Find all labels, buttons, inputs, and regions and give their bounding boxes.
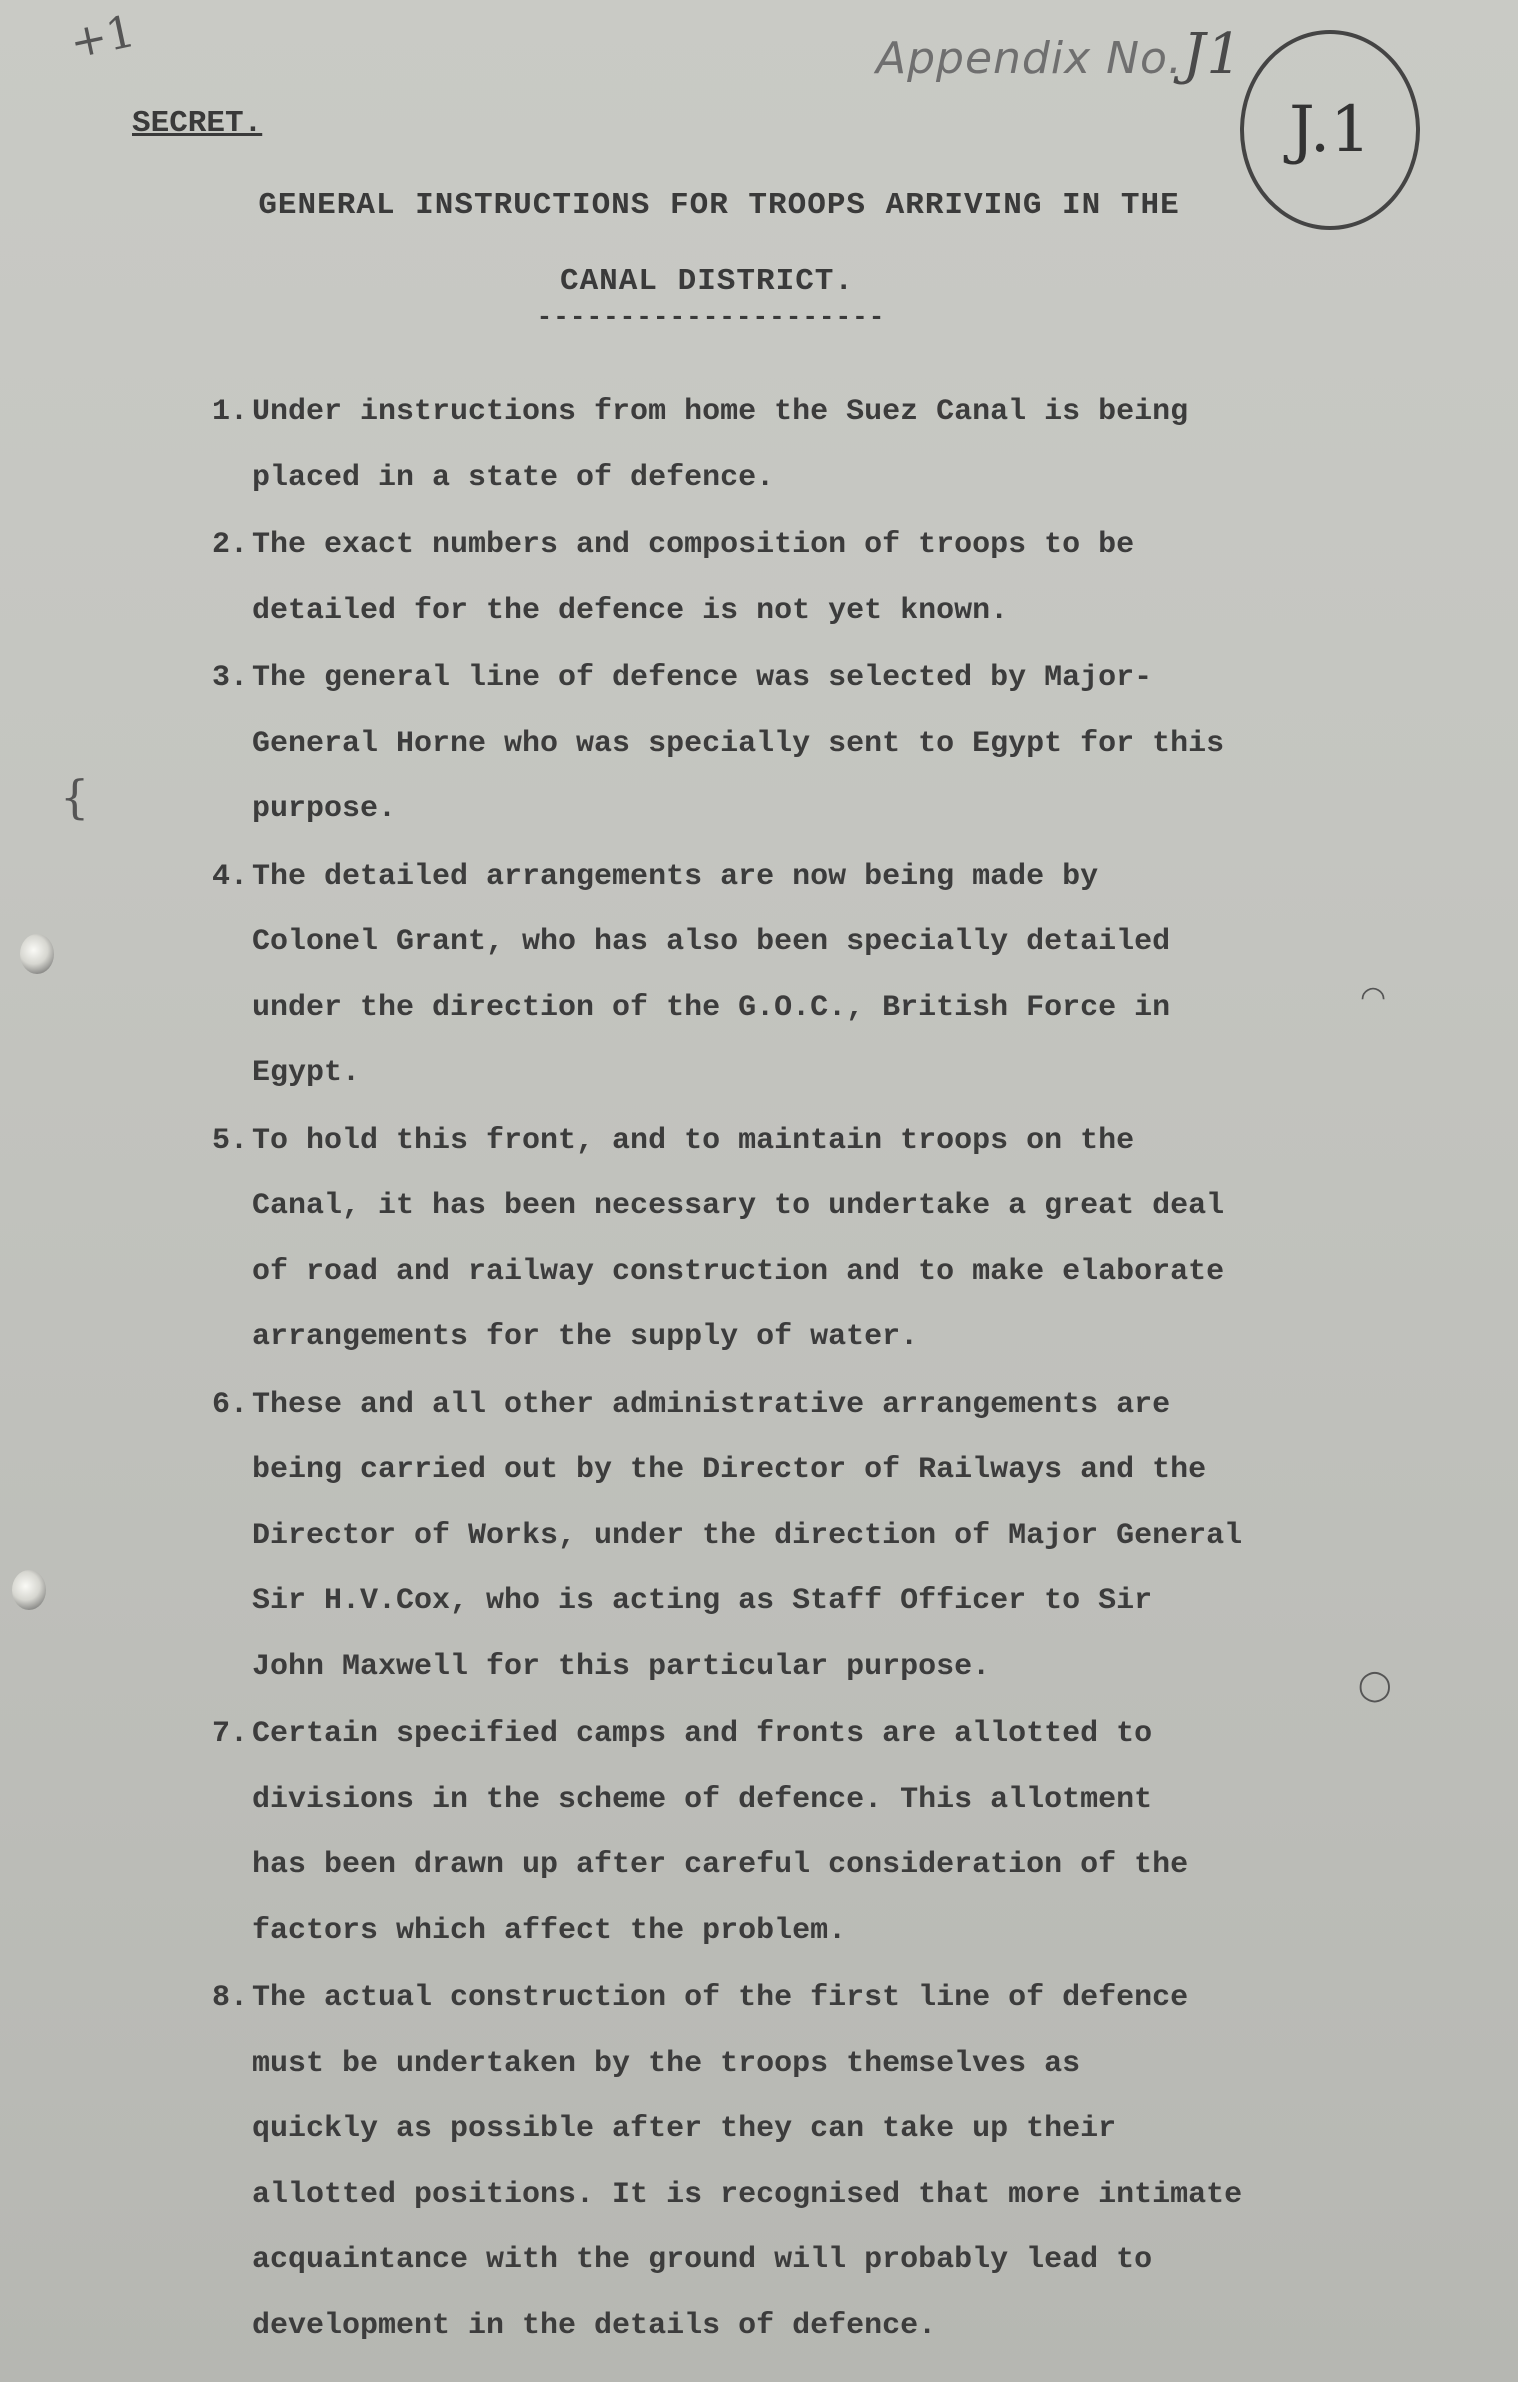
appendix-label bbox=[876, 22, 1243, 87]
paragraph bbox=[212, 1109, 1362, 1371]
margin-bracket-icon: { bbox=[60, 770, 90, 824]
paragraph-text: Under instructions from home the Suez Canal is being placed in a state of defence. bbox=[252, 395, 1189, 495]
document-title-line-2: CANAL DISTRICT. bbox=[559, 264, 855, 299]
appendix-number: J1 bbox=[1182, 22, 1243, 87]
paragraph-text: The exact numbers and composition of troops to be detailed for the defence is not yet known. bbox=[252, 528, 1135, 628]
punch-hole-icon bbox=[20, 934, 54, 974]
paragraph bbox=[212, 1702, 1362, 1964]
paragraph bbox=[212, 1373, 1362, 1701]
margin-mark-icon: ◠ bbox=[1360, 980, 1387, 1015]
paragraph bbox=[212, 380, 1362, 511]
paragraph-number: 2. bbox=[212, 528, 249, 562]
margin-mark-icon: ◯ bbox=[1358, 1668, 1392, 1703]
paragraph-text: The detailed arrangements are now being made by Colonel Grant, who has also been specially detailed under the direction of the G.O.C., British Force in Egypt. bbox=[252, 859, 1171, 1090]
numbered-paragraphs bbox=[212, 380, 1362, 2361]
paragraph-text: These and all other administrative arrangements are being carried out by the Director of Railways and the Director of Works, under the direction of Major General Sir H.V.Cox, who is acting as Staff Officer to Sir John Maxwell for this particular purpose. bbox=[252, 1387, 1243, 1684]
appendix-label-text: Appendix No. bbox=[876, 33, 1183, 84]
paragraph-number: 5. bbox=[212, 1123, 249, 1158]
document-title-line-1: GENERAL INSTRUCTIONS FOR TROOPS ARRIVING IN THE bbox=[258, 188, 1180, 223]
stray-pencil-mark: +1 bbox=[65, 5, 140, 70]
paragraph bbox=[212, 513, 1362, 644]
paragraph bbox=[212, 845, 1362, 1107]
paragraph bbox=[212, 646, 1362, 843]
paragraph-number: 8. bbox=[212, 1981, 249, 2015]
paragraph bbox=[212, 1966, 1362, 2359]
paragraph-text: The actual construction of the first line of defence must be undertaken by the troops themselves as quickly as possible after they can take up their allotted positions. It is recognised that more intimate acquaintance with the ground will probably lead to development in the details of defence. bbox=[252, 1981, 1243, 2343]
paragraph-number: 7. bbox=[212, 1717, 249, 1751]
paragraph-text: Certain specified camps and fronts are allotted to divisions in the scheme of defence. This allotment has been drawn up after careful consideration of the factors which affect the problem. bbox=[252, 1717, 1189, 1948]
title-underline: --------------------- bbox=[536, 302, 886, 332]
circled-reference-text: J.1 bbox=[1289, 93, 1371, 167]
paragraph-text: To hold this front, and to maintain troops on the Canal, it has been necessary to undertake a great deal of road and railway construction and to make elaborate arrangements for the supply of water. bbox=[252, 1123, 1225, 1354]
paragraph-number: 6. bbox=[212, 1387, 249, 1422]
punch-hole-icon bbox=[12, 1570, 46, 1610]
paragraph-text: The general line of defence was selected by Major- General Horne who was specially sent to Egypt for this purpose. bbox=[252, 661, 1225, 826]
paragraph-number: 3. bbox=[212, 661, 249, 695]
classification-stamp: SECRET. bbox=[132, 106, 263, 141]
paragraph-number: 1. bbox=[212, 395, 249, 429]
paragraph-number: 4. bbox=[212, 859, 249, 894]
